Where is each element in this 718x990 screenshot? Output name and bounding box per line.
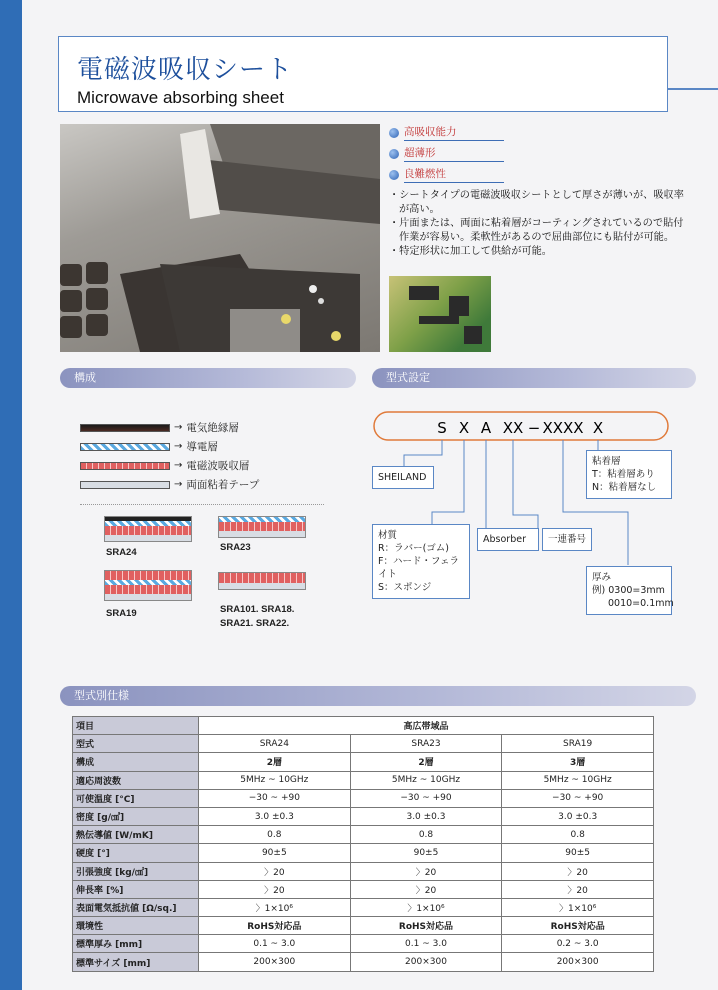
section-header-structure: 構成 xyxy=(60,368,356,388)
features-panel xyxy=(389,124,689,259)
table-row: 引張強度 [kg/㎠] 〉20 〉20 〉20 xyxy=(73,862,654,880)
material-box: 材質 R：ラバー(ゴム) F：ハード・フェライト S：スポンジ xyxy=(372,524,470,599)
bullet-text: ・特定形状に加工して供給が可能。 xyxy=(389,246,552,257)
code-char: A xyxy=(480,419,492,437)
sample-label: SRA19 xyxy=(106,608,137,619)
table-row: 適応周波数 5MHz ~ 10GHz 5MHz ~ 10GHz 5MHz ~ 10GHz xyxy=(73,771,654,789)
adhesive-tape-swatch xyxy=(80,481,170,489)
left-accent-bar xyxy=(0,0,22,990)
description-bullets xyxy=(389,189,689,259)
absorbing-layer-swatch xyxy=(80,462,170,470)
thickness-box: 厚み 例) 0300=3mm 0010=0.1mm xyxy=(586,566,672,615)
table-row: 型式 SRA24 SRA23 SRA19 xyxy=(73,735,654,753)
sample-sra23 xyxy=(218,516,306,538)
sample-label: SRA23 xyxy=(220,542,251,553)
legend-item: → 導電層 xyxy=(80,439,218,454)
bullet-text: ・シートタイプの電磁波吸収シートとして厚さが薄いが、吸収率が高い。 xyxy=(389,190,684,215)
table-row: 環境性 RoHS対応品 RoHS対応品 RoHS対応品 xyxy=(73,917,654,935)
feature-item: 良難燃性 xyxy=(389,166,689,183)
arrow-icon: → xyxy=(174,422,183,433)
section-header-spec: 型式別仕様 xyxy=(60,686,696,706)
page-subtitle: Microwave absorbing sheet xyxy=(77,88,284,107)
divider xyxy=(80,504,324,505)
bullet-dot-icon xyxy=(389,128,399,138)
code-char: X xyxy=(458,419,470,437)
title-box xyxy=(58,36,668,112)
sample-label: SRA21. SRA22. xyxy=(220,618,290,629)
conductive-layer-swatch xyxy=(80,443,170,451)
code-char: XX xyxy=(502,419,524,437)
arrow-icon: → xyxy=(174,441,183,452)
sample-sra101 xyxy=(218,572,306,590)
bullet-text: ・片面または、両面に粘着層がコーティングされているので貼付作業が容易い。柔軟性があるので屈曲部位にも貼付が可能。 xyxy=(389,218,684,243)
code-char: X xyxy=(592,419,604,437)
circuit-board-photo xyxy=(389,276,491,352)
legend-item: → 両面粘着テープ xyxy=(80,477,259,492)
table-row: 標準サイズ [mm] 200×300 200×300 200×300 xyxy=(73,953,654,971)
sample-sra19 xyxy=(104,570,192,601)
legend-item: → 電磁波吸収層 xyxy=(80,458,249,473)
bullet-dot-icon xyxy=(389,149,399,159)
insulation-layer-swatch xyxy=(80,424,170,432)
table-row: 可使温度 [°C] −30 ~ +90 −30 ~ +90 −30 ~ +90 xyxy=(73,789,654,807)
sample-sra24 xyxy=(104,516,192,542)
feature-item: 高吸収能力 xyxy=(389,124,689,141)
page-title: 電磁波吸収シート xyxy=(77,55,294,85)
serial-number-box: 一連番号 xyxy=(542,528,592,551)
table-row: 構成 2層 2層 3層 xyxy=(73,753,654,771)
table-row: 標準厚み [mm] 0.1 ~ 3.0 0.1 ~ 3.0 0.2 ~ 3.0 xyxy=(73,935,654,953)
code-char: S xyxy=(437,419,447,437)
sheiland-box: SHEILAND xyxy=(372,466,434,489)
table-row: 表面電気抵抗値 [Ω/sq.] 〉1×10⁶ 〉1×10⁶ 〉1×10⁶ xyxy=(73,898,654,916)
title-rule xyxy=(668,88,718,90)
table-row: 硬度 [°] 90±5 90±5 90±5 xyxy=(73,844,654,862)
table-header-row: 項目 高広帯域品 xyxy=(73,717,654,735)
arrow-icon: → xyxy=(174,460,183,471)
sample-label: SRA24 xyxy=(106,547,137,558)
absorber-box: Absorber xyxy=(477,528,539,551)
feature-item: 超薄形 xyxy=(389,145,689,162)
code-char: − xyxy=(527,419,541,437)
spec-table xyxy=(72,716,654,972)
table-row: 伸長率 [%] 〉20 〉20 〉20 xyxy=(73,880,654,898)
arrow-icon: → xyxy=(174,479,183,490)
table-row: 密度 [g/㎤] 3.0 ±0.3 3.0 ±0.3 3.0 ±0.3 xyxy=(73,807,654,825)
section-header-model: 型式設定 xyxy=(372,368,696,388)
legend-item: → 電気絶縁層 xyxy=(80,420,239,435)
sample-label: SRA101. SRA18. xyxy=(220,604,295,615)
code-char: XXXX xyxy=(542,419,584,437)
table-row: 熱伝導値 [W/mK] 0.8 0.8 0.8 xyxy=(73,826,654,844)
adhesive-box: 粘着層 T：粘着層あり N：粘着層なし xyxy=(586,450,672,499)
bullet-dot-icon xyxy=(389,170,399,180)
product-photo xyxy=(60,124,380,352)
